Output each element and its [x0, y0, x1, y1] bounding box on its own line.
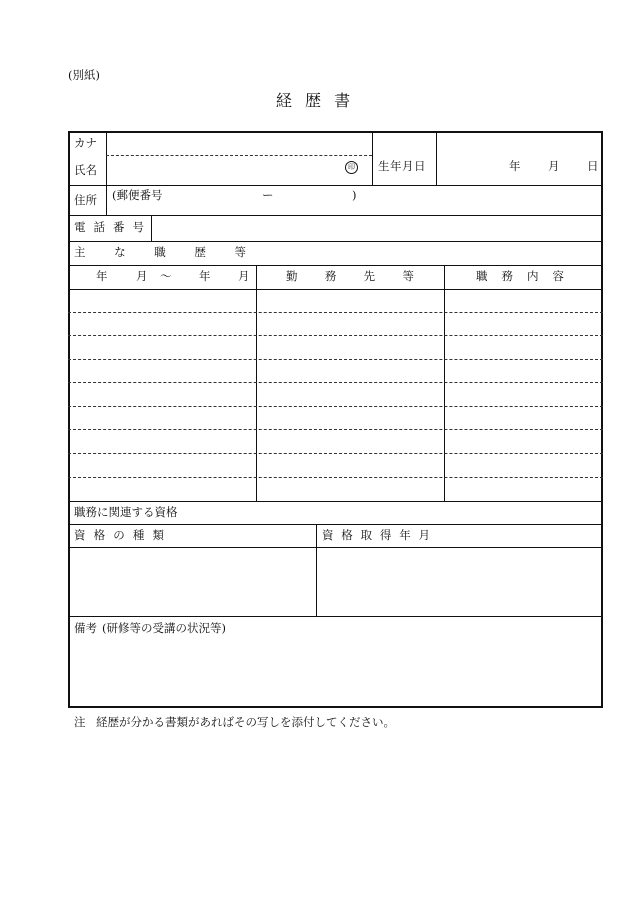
- birth-year-unit: 年: [509, 159, 521, 173]
- name-label: 氏名: [74, 163, 97, 177]
- birth-date-field[interactable]: [437, 133, 602, 184]
- period-start-year-header: 年: [96, 269, 108, 283]
- career-duties-cell[interactable]: [445, 290, 602, 312]
- remarks-note: (研修等の受講の状況等): [102, 621, 226, 635]
- qualification-type-header: 資 格 の 種 類: [74, 528, 164, 542]
- page-title: 経 歴 書: [275, 91, 355, 110]
- postal-code-prefix: (郵便番号: [112, 188, 163, 202]
- row-divider: [68, 382, 603, 383]
- kana-label: カナ: [74, 136, 97, 150]
- row-divider: [68, 453, 603, 454]
- row-divider: [68, 477, 603, 478]
- footnote-text: 経歴が分かる書類があればその写しを添付してください。: [96, 715, 395, 729]
- remarks-field[interactable]: [70, 640, 602, 706]
- divider: [68, 501, 603, 502]
- birth-date-label: 生年月日: [378, 159, 426, 173]
- period-tilde-header: 〜: [160, 269, 172, 283]
- row-divider: [68, 429, 603, 430]
- address-field[interactable]: [107, 186, 602, 214]
- period-end-month-header: 月: [238, 269, 250, 283]
- career-period-cell[interactable]: [70, 290, 256, 312]
- postal-code-dash: ー: [262, 188, 274, 202]
- remarks-label: 備 考: [74, 621, 97, 635]
- duties-header: 職 務 内 容: [476, 269, 564, 283]
- divider: [68, 524, 603, 525]
- divider: [68, 616, 603, 617]
- qualification-type-field[interactable]: [70, 548, 316, 615]
- divider: [372, 132, 373, 185]
- footnote-prefix: 注: [74, 715, 86, 729]
- seal-icon: 印: [345, 161, 358, 174]
- row-divider: [68, 406, 603, 407]
- postal-code-suffix: ): [352, 188, 357, 202]
- attachment-label: (別紙): [68, 68, 100, 82]
- qualifications-section-label: 職務に関連する資格: [74, 505, 178, 519]
- divider: [68, 241, 603, 242]
- birth-day-unit: 日: [587, 159, 599, 173]
- qualification-date-field[interactable]: [317, 548, 602, 615]
- birth-month-unit: 月: [548, 159, 560, 173]
- workplace-header: 勤 務 先 等: [286, 269, 414, 283]
- row-divider: [68, 359, 603, 360]
- divider: [68, 265, 603, 266]
- kana-field[interactable]: [106, 133, 372, 154]
- qualification-date-header: 資 格 取 得 年 月: [322, 528, 430, 542]
- row-divider: [68, 335, 603, 336]
- address-label: 住所: [74, 193, 97, 207]
- phone-field[interactable]: [152, 216, 602, 240]
- career-section-label: 主 な 職 歴 等: [74, 245, 246, 259]
- period-start-month-header: 月: [136, 269, 148, 283]
- name-field[interactable]: [106, 156, 342, 184]
- career-workplace-cell[interactable]: [257, 290, 444, 312]
- phone-label: 電 話 番 号: [74, 220, 144, 234]
- row-divider: [68, 312, 603, 313]
- period-end-year-header: 年: [199, 269, 211, 283]
